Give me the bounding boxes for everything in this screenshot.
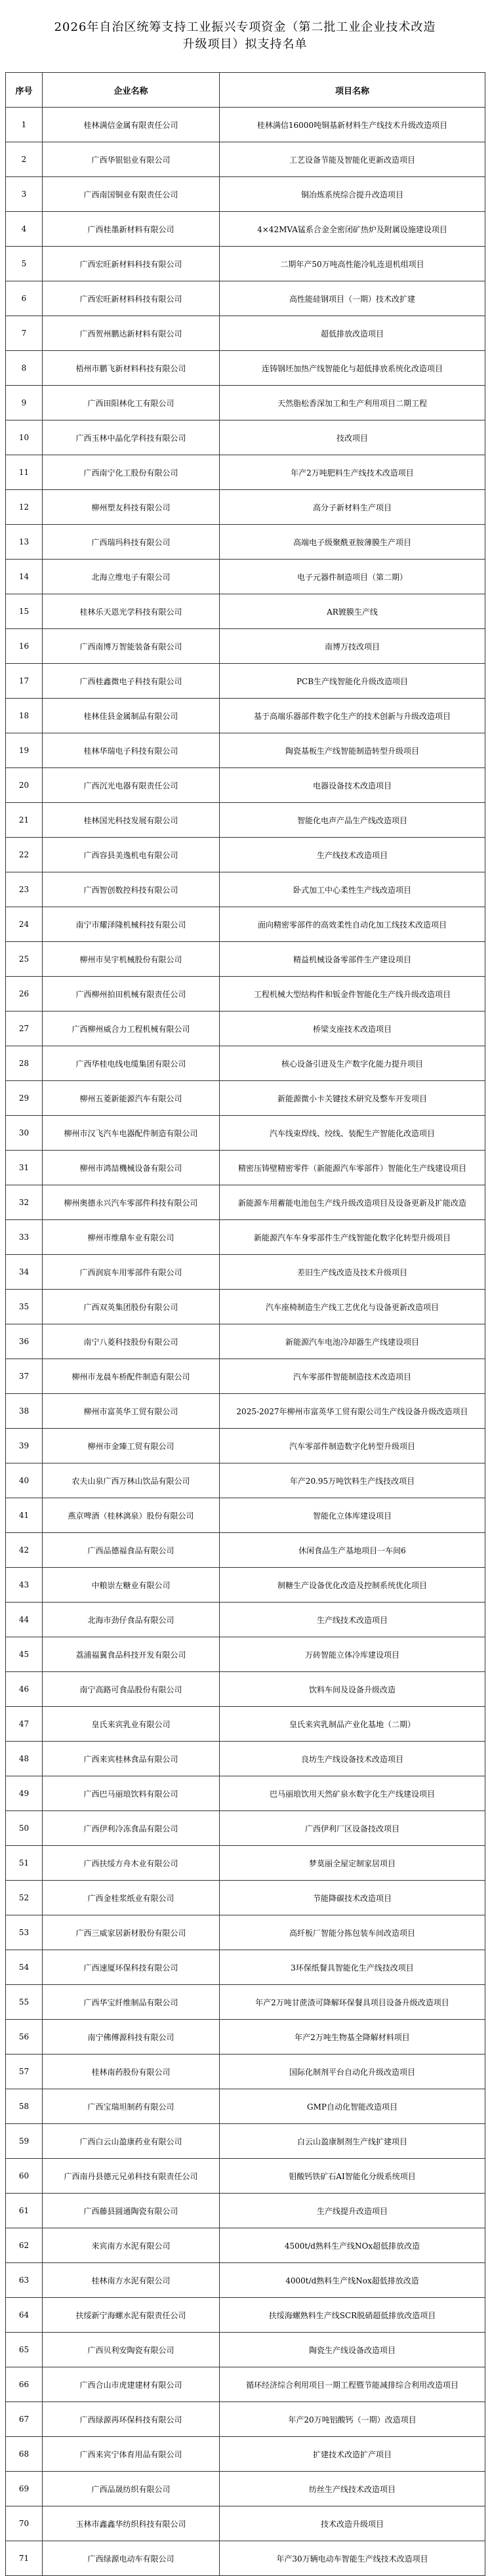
- table-row: [6, 872, 485, 907]
- row-enterprise: 广西三威家居新材股份有限公司: [43, 1915, 220, 1950]
- table-row: [6, 1324, 485, 1359]
- row-index: 17: [6, 664, 43, 699]
- row-project: 铜冶炼系统综合提升改造项目: [220, 177, 485, 212]
- row-index: 67: [6, 2402, 43, 2437]
- row-enterprise: 广西容县美逸机电有限公司: [43, 838, 220, 872]
- row-index: 18: [6, 699, 43, 733]
- row-project: 万砖智能立体冷库建设项目: [220, 1637, 485, 1672]
- document-title-block: [0, 0, 490, 72]
- row-enterprise: 广西玉林中晶化学科技有限公司: [43, 420, 220, 455]
- table-row: [6, 2089, 485, 2124]
- table-row: [6, 177, 485, 212]
- row-enterprise: 玉林市鑫鑫华纺织科技有限公司: [43, 2506, 220, 2541]
- table-row: [6, 2298, 485, 2333]
- row-enterprise: 中粮崇左糖业有限公司: [43, 1568, 220, 1603]
- table-row: [6, 2437, 485, 2472]
- table-row: [6, 942, 485, 977]
- row-index: 34: [6, 1255, 43, 1290]
- row-enterprise: 广西润宸车用零部件有限公司: [43, 1255, 220, 1290]
- row-enterprise: 广西南国铜业有限责任公司: [43, 177, 220, 212]
- row-project: 智能化电声产品生产线改造项目: [220, 803, 485, 838]
- row-index: 56: [6, 2020, 43, 2055]
- row-index: 68: [6, 2437, 43, 2472]
- row-enterprise: 柳州市鸿喆機械设备有限公司: [43, 1151, 220, 1185]
- table-row: [6, 1776, 485, 1811]
- row-enterprise: 广西智创数控科技有限公司: [43, 872, 220, 907]
- row-enterprise: 广西宏旺新材料科技有限公司: [43, 281, 220, 316]
- row-project: 汽车线束焊线、绞线、装配生产智能化改造项目: [220, 1116, 485, 1151]
- table-row: [6, 1151, 485, 1185]
- row-project: 差旧生产线改造及技术升级项目: [220, 1255, 485, 1290]
- table-row: [6, 2228, 485, 2263]
- row-index: 14: [6, 560, 43, 594]
- row-index: 11: [6, 455, 43, 490]
- row-enterprise: 广西伊利冷冻食品有限公司: [43, 1811, 220, 1846]
- row-project: 汽车座椅制造生产线工艺优化与设备更新改造项目: [220, 1290, 485, 1324]
- row-enterprise: 北海立维电子有限公司: [43, 560, 220, 594]
- row-enterprise: 广西瑞玛科技有限公司: [43, 525, 220, 560]
- row-enterprise: 广西桂墨新材料有限公司: [43, 212, 220, 247]
- row-enterprise: 柳州市维鼎车业有限公司: [43, 1220, 220, 1255]
- row-project: 国际化制剂平台自动化升级改造项目: [220, 2055, 485, 2089]
- row-project: 电器设备技术改造项目: [220, 768, 485, 803]
- row-index: 30: [6, 1116, 43, 1151]
- row-project: 高性能硅钢项目（一期）技术改扩建: [220, 281, 485, 316]
- row-index: 28: [6, 1046, 43, 1081]
- table-row: [6, 525, 485, 560]
- row-index: 48: [6, 1742, 43, 1776]
- row-project: 二期年产50万吨高性能冷轧连退机组项目: [220, 247, 485, 281]
- row-project: 2025-2027年柳州市富英华工贸有限公司生产线设备升级改造项目: [220, 1394, 485, 1429]
- row-enterprise: 柳州五菱新能源汽车有限公司: [43, 1081, 220, 1116]
- row-project: 高分子新材料生产项目: [220, 490, 485, 525]
- row-index: 8: [6, 351, 43, 386]
- row-index: 69: [6, 2472, 43, 2506]
- table-row: [6, 1046, 485, 1081]
- row-enterprise: 广西宝瑞坦制药有限公司: [43, 2089, 220, 2124]
- row-project: 梦莫丽全屋定制家居项目: [220, 1846, 485, 1881]
- row-enterprise: 柳州塑友科技有限公司: [43, 490, 220, 525]
- row-enterprise: 来宾南方水泥有限公司: [43, 2228, 220, 2263]
- row-index: 10: [6, 420, 43, 455]
- row-enterprise: 广西桂鑫微电子科技有限公司: [43, 664, 220, 699]
- row-enterprise: 扶绥新宁海螺水泥有限责任公司: [43, 2298, 220, 2333]
- table-row: [6, 420, 485, 455]
- row-enterprise: 广西绿源再环保科技有限公司: [43, 2402, 220, 2437]
- row-project: 3环保纸餐具智能化生产线技改项目: [220, 1950, 485, 1985]
- table-row: [6, 2541, 485, 2576]
- row-enterprise: 柳州市金臻工贸有限公司: [43, 1429, 220, 1463]
- table-row: [6, 1672, 485, 1707]
- row-enterprise: 南宁八菱科技股份有限公司: [43, 1324, 220, 1359]
- row-project: 陶瓷生产线设备改造项目: [220, 2333, 485, 2367]
- row-project: 工艺设备节能及智能化更新改造项目: [220, 142, 485, 177]
- row-index: 57: [6, 2055, 43, 2089]
- row-enterprise: 广西田阳林化工有限公司: [43, 386, 220, 420]
- row-index: 54: [6, 1950, 43, 1985]
- row-index: 13: [6, 525, 43, 560]
- row-enterprise: 广西白云山盈康药业有限公司: [43, 2124, 220, 2159]
- row-index: 19: [6, 733, 43, 768]
- row-index: 9: [6, 386, 43, 420]
- row-index: 53: [6, 1915, 43, 1950]
- row-enterprise: 广西宏旺新材料科技有限公司: [43, 247, 220, 281]
- row-project: 高纤板厂智能分拣包装车间改造项目: [220, 1915, 485, 1950]
- table-row: [6, 1603, 485, 1637]
- table-row: [6, 733, 485, 768]
- row-enterprise: 广西柳州拍田机械有限责任公司: [43, 977, 220, 1012]
- row-project: 基于高端乐器部件数字化生产的技术创新与升级改造项目: [220, 699, 485, 733]
- row-project: 4500t/d熟料生产线NOx超低排放改造: [220, 2228, 485, 2263]
- table-row: [6, 2159, 485, 2194]
- row-enterprise: 广西藤县圆通陶瓷有限公司: [43, 2194, 220, 2228]
- row-index: 12: [6, 490, 43, 525]
- row-project: 制糖生产设备优化改造及控制系统优化项目: [220, 1568, 485, 1603]
- row-project: 年产30万辆电动车智能生产线技术改造项目: [220, 2541, 485, 2576]
- row-enterprise: 广西品德福食品有限公司: [43, 1533, 220, 1568]
- row-enterprise: 广西南宁化工股份有限公司: [43, 455, 220, 490]
- row-project: 工程机械大型结构件和钣金件智能化生产线升级改造项目: [220, 977, 485, 1012]
- row-project: 面向精密零部件的高效柔性自动化加工线技术改造项目: [220, 907, 485, 942]
- row-index: 2: [6, 142, 43, 177]
- row-enterprise: 广西华桂电线电缆集团有限公司: [43, 1046, 220, 1081]
- table-row: [6, 2194, 485, 2228]
- row-index: 40: [6, 1463, 43, 1498]
- table-row: [6, 2402, 485, 2437]
- row-enterprise: 燕京啤酒（桂林漓泉）股份有限公司: [43, 1498, 220, 1533]
- row-index: 55: [6, 1985, 43, 2020]
- row-index: 24: [6, 907, 43, 942]
- row-index: 66: [6, 2367, 43, 2402]
- row-enterprise: 广西来宾桂林食品有限公司: [43, 1742, 220, 1776]
- table-row: [6, 1533, 485, 1568]
- table-row: [6, 838, 485, 872]
- row-enterprise: 柳州市汉飞汽车电器配件制造有限公司: [43, 1116, 220, 1151]
- row-index: 37: [6, 1359, 43, 1394]
- row-index: 65: [6, 2333, 43, 2367]
- row-index: 16: [6, 629, 43, 664]
- table-row: [6, 1846, 485, 1881]
- table-row: [6, 1985, 485, 2020]
- row-index: 49: [6, 1776, 43, 1811]
- row-enterprise: 桂林佳县金属制品有限公司: [43, 699, 220, 733]
- row-enterprise: 广西南博万智能装备有限公司: [43, 629, 220, 664]
- row-project: 天然脂松香深加工和生产利用项目二期工程: [220, 386, 485, 420]
- table-row: [6, 1811, 485, 1846]
- row-enterprise: 柳州市富英华工贸有限公司: [43, 1394, 220, 1429]
- table-row: [6, 1568, 485, 1603]
- row-project: 年产20万吨铝酸钙（一期）改造项目: [220, 2402, 485, 2437]
- row-project: 技术改造升级项目: [220, 2506, 485, 2541]
- row-index: 41: [6, 1498, 43, 1533]
- table-row: [6, 281, 485, 316]
- row-project: 技改项目: [220, 420, 485, 455]
- row-project: 汽车零部件智能制造技术改造项目: [220, 1359, 485, 1394]
- row-project: 年产20.95万吨饮料生产线技改项目: [220, 1463, 485, 1498]
- row-index: 39: [6, 1429, 43, 1463]
- row-index: 7: [6, 316, 43, 351]
- table-row: [6, 316, 485, 351]
- row-enterprise: 广西贺州鹏达新材料有限公司: [43, 316, 220, 351]
- table-row: [6, 1637, 485, 1672]
- row-enterprise: 广西柳州威合力工程机械有限公司: [43, 1012, 220, 1046]
- row-index: 63: [6, 2263, 43, 2298]
- row-enterprise: 广西华银铝业有限公司: [43, 142, 220, 177]
- table-row: [6, 2055, 485, 2089]
- row-project: 超低排放改造项目: [220, 316, 485, 351]
- row-enterprise: 广西南丹县德元兄弟科技有限责任公司: [43, 2159, 220, 2194]
- row-enterprise: 桂林南药股份有限公司: [43, 2055, 220, 2089]
- row-enterprise: 桂林华瑞电子科技有限公司: [43, 733, 220, 768]
- table-row: [6, 560, 485, 594]
- row-project: 新能源汽车电池冷却器生产线建设项目: [220, 1324, 485, 1359]
- row-project: 纺丝生产线技术改造项目: [220, 2472, 485, 2506]
- row-index: 29: [6, 1081, 43, 1116]
- row-enterprise: 广西绿源电动车有限公司: [43, 2541, 220, 2576]
- row-index: 1: [6, 108, 43, 142]
- row-enterprise: 广西品晟纺织有限公司: [43, 2472, 220, 2506]
- row-enterprise: 南宁佛傅源科技有限公司: [43, 2020, 220, 2055]
- table-row: [6, 907, 485, 942]
- row-project: 4000t/d熟料生产线Nox超低排放改造: [220, 2263, 485, 2298]
- row-project: 桥梁支座技术改造项目: [220, 1012, 485, 1046]
- row-project: 陶瓷基板生产线智能制造转型升级项目: [220, 733, 485, 768]
- row-index: 43: [6, 1568, 43, 1603]
- row-project: 扶绥海螺熟料生产线SCR脱硝超低排放改造项目: [220, 2298, 485, 2333]
- table-header-row: [6, 73, 485, 108]
- row-index: 25: [6, 942, 43, 977]
- row-project: 广西伊利厂区设备技改项目: [220, 1811, 485, 1846]
- row-enterprise: 广西扶绥方舟木业有限公司: [43, 1846, 220, 1881]
- row-project: 桂林满信16000吨铜基新材料生产线技术升级改造项目: [220, 108, 485, 142]
- row-enterprise: 柳州市龙晨车桥配件制造有限公司: [43, 1359, 220, 1394]
- row-project: 智能化立体库建设项目: [220, 1498, 485, 1533]
- row-enterprise: 柳州奥德永兴汽车零部件科技有限公司: [43, 1185, 220, 1220]
- row-project: 白云山盈康制剂生产线扩建项目: [220, 2124, 485, 2159]
- table-row: [6, 977, 485, 1012]
- table-row: [6, 247, 485, 281]
- row-enterprise: 南宁高路可食品股份有限公司: [43, 1672, 220, 1707]
- row-project: 高端电子级聚酰亚胺薄膜生产项目: [220, 525, 485, 560]
- row-enterprise: 广西来宾宁体育用品有限公司: [43, 2437, 220, 2472]
- document-title: 2026年自治区统筹支持工业振兴专项资金（第二批工业企业技术改造升级项目）拟支持名单: [54, 20, 436, 51]
- row-project: 精益机械设备零部件生产建设项目: [220, 942, 485, 977]
- row-index: 38: [6, 1394, 43, 1429]
- row-project: 年产2万吨生物基全降解材料项目: [220, 2020, 485, 2055]
- row-index: 61: [6, 2194, 43, 2228]
- table-row: [6, 1220, 485, 1255]
- row-index: 21: [6, 803, 43, 838]
- row-index: 26: [6, 977, 43, 1012]
- table-row: [6, 2020, 485, 2055]
- row-project: 年产2万吨甘蔗渣可降解环保餐具项目设备升级改造项目: [220, 1985, 485, 2020]
- row-index: 20: [6, 768, 43, 803]
- row-index: 23: [6, 872, 43, 907]
- row-index: 47: [6, 1707, 43, 1742]
- row-enterprise: 广西双英集团股份有限公司: [43, 1290, 220, 1324]
- table-row: [6, 664, 485, 699]
- row-project: 新能源汽车车身零部件生产线智能化数字化转型升级项目: [220, 1220, 485, 1255]
- table-row: [6, 142, 485, 177]
- table-row: [6, 1012, 485, 1046]
- table-row: [6, 2472, 485, 2506]
- row-index: 45: [6, 1637, 43, 1672]
- row-index: 15: [6, 594, 43, 629]
- row-project: 南博万技改项目: [220, 629, 485, 664]
- table-row: [6, 1742, 485, 1776]
- row-project: 年产2万吨肥料生产线技术改造项目: [220, 455, 485, 490]
- row-enterprise: 南宁市耀泽隆机械科技有限公司: [43, 907, 220, 942]
- row-index: 6: [6, 281, 43, 316]
- table-row: [6, 351, 485, 386]
- table-row: [6, 2506, 485, 2541]
- table-row: [6, 803, 485, 838]
- row-project: 生产线技术改造项目: [220, 838, 485, 872]
- row-project: AR镀膜生产线: [220, 594, 485, 629]
- row-project: 休闲食品生产基地项目一车间6: [220, 1533, 485, 1568]
- row-project: 核心设备引进及生产数字化能力提升项目: [220, 1046, 485, 1081]
- row-project: 新能源车用蓄能电池包生产线升级改造项目及设备更新及扩能改造: [220, 1185, 485, 1220]
- row-project: PCB生产线智能化升级改造项目: [220, 664, 485, 699]
- table-row: [6, 1394, 485, 1429]
- header-index: 序号: [6, 73, 43, 108]
- row-enterprise: 桂林国光科技发展有限公司: [43, 803, 220, 838]
- row-project: 精密压铸壁精密零件（新能源汽车零部件）智能化生产线建设项目: [220, 1151, 485, 1185]
- row-enterprise: 广西巴马丽琅饮料有限公司: [43, 1776, 220, 1811]
- table-row: [6, 1290, 485, 1324]
- row-index: 42: [6, 1533, 43, 1568]
- row-index: 5: [6, 247, 43, 281]
- row-project: 巴马丽琅饮用天然矿泉水数字化生产线建设项目: [220, 1776, 485, 1811]
- row-project: 生产线提升改造项目: [220, 2194, 485, 2228]
- row-project: 卧式加工中心柔性生产线改造项目: [220, 872, 485, 907]
- row-project: 新能源微小卡关键技术研究及整车开发项目: [220, 1081, 485, 1116]
- table-row: [6, 2367, 485, 2402]
- table-row: [6, 386, 485, 420]
- table-row: [6, 1081, 485, 1116]
- row-index: 64: [6, 2298, 43, 2333]
- row-index: 35: [6, 1290, 43, 1324]
- header-project: 项目名称: [220, 73, 485, 108]
- row-enterprise: 农夫山泉广西万林山饮品有限公司: [43, 1463, 220, 1498]
- table-row: [6, 1255, 485, 1290]
- row-index: 31: [6, 1151, 43, 1185]
- table-row: [6, 1881, 485, 1915]
- row-index: 33: [6, 1220, 43, 1255]
- row-enterprise: 广西华宝纤维制品有限公司: [43, 1985, 220, 2020]
- table-row: [6, 629, 485, 664]
- row-index: 71: [6, 2541, 43, 2576]
- row-index: 70: [6, 2506, 43, 2541]
- row-index: 46: [6, 1672, 43, 1707]
- table-row: [6, 2124, 485, 2159]
- row-project: 钼酸钙铁矿石AI智能化分级系统项目: [220, 2159, 485, 2194]
- row-index: 27: [6, 1012, 43, 1046]
- row-enterprise: 柳州市昊宇机械股份有限公司: [43, 942, 220, 977]
- row-enterprise: 桂林南方水泥有限公司: [43, 2263, 220, 2298]
- row-enterprise: 梧州市鹏飞新材料科技有限公司: [43, 351, 220, 386]
- row-enterprise: 皇氏来宾乳业有限公司: [43, 1707, 220, 1742]
- row-project: 节能降碳技术改造项目: [220, 1881, 485, 1915]
- row-enterprise: 广西金桂浆纸业有限公司: [43, 1881, 220, 1915]
- row-project: 饮料车间及设备升级改造: [220, 1672, 485, 1707]
- table-row: [6, 1950, 485, 1985]
- row-project: 循环经济综合利用项目一期工程暨节能减排综合利用改造项目: [220, 2367, 485, 2402]
- table-row: [6, 1429, 485, 1463]
- header-enterprise: 企业名称: [43, 73, 220, 108]
- row-enterprise: 广西合山市虎建建材有限公司: [43, 2367, 220, 2402]
- row-project: 4×42MVA锰系合金全密闭矿热炉及附属设施建设项目: [220, 212, 485, 247]
- row-index: 44: [6, 1603, 43, 1637]
- row-index: 36: [6, 1324, 43, 1359]
- row-project: GMP自动化智能改造项目: [220, 2089, 485, 2124]
- row-project: 汽车零部件制造数字化转型升级项目: [220, 1429, 485, 1463]
- project-list-table: [5, 72, 485, 2576]
- row-index: 58: [6, 2089, 43, 2124]
- row-index: 60: [6, 2159, 43, 2194]
- row-enterprise: 北海市劲仔食品有限公司: [43, 1603, 220, 1637]
- table-row: [6, 1463, 485, 1498]
- row-enterprise: 荔浦福翼食品科技开发有限公司: [43, 1637, 220, 1672]
- table-row: [6, 2333, 485, 2367]
- row-index: 3: [6, 177, 43, 212]
- row-project: 生产线技术改造项目: [220, 1603, 485, 1637]
- row-project: 良坊生产线设备技术改造项目: [220, 1742, 485, 1776]
- row-index: 50: [6, 1811, 43, 1846]
- row-project: 扩建技术改造扩产项目: [220, 2437, 485, 2472]
- row-index: 59: [6, 2124, 43, 2159]
- table-row: [6, 2263, 485, 2298]
- row-enterprise: 广西沉光电器有限责任公司: [43, 768, 220, 803]
- table-row: [6, 1707, 485, 1742]
- table-row: [6, 1359, 485, 1394]
- table-row: [6, 1116, 485, 1151]
- row-index: 4: [6, 212, 43, 247]
- row-enterprise: 桂林乐天恩光学科技有限公司: [43, 594, 220, 629]
- row-index: 52: [6, 1881, 43, 1915]
- row-index: 51: [6, 1846, 43, 1881]
- row-enterprise: 广西贝利安陶瓷有限公司: [43, 2333, 220, 2367]
- table-row: [6, 699, 485, 733]
- table-row: [6, 594, 485, 629]
- row-project: 连铸钢坯加热产线智能化与超低排放系统化改造项目: [220, 351, 485, 386]
- row-index: 22: [6, 838, 43, 872]
- row-enterprise: 桂林满信金属有限责任公司: [43, 108, 220, 142]
- table-row: [6, 1185, 485, 1220]
- table-row: [6, 1915, 485, 1950]
- row-index: 62: [6, 2228, 43, 2263]
- table-row: [6, 455, 485, 490]
- table-row: [6, 108, 485, 142]
- row-index: 32: [6, 1185, 43, 1220]
- row-enterprise: 广西速厦环保科技有限公司: [43, 1950, 220, 1985]
- table-row: [6, 490, 485, 525]
- row-project: 皇氏来宾乳制品产业化基地（二期）: [220, 1707, 485, 1742]
- table-row: [6, 212, 485, 247]
- table-row: [6, 768, 485, 803]
- row-project: 电子元器件制造项目（第二期）: [220, 560, 485, 594]
- table-row: [6, 1498, 485, 1533]
